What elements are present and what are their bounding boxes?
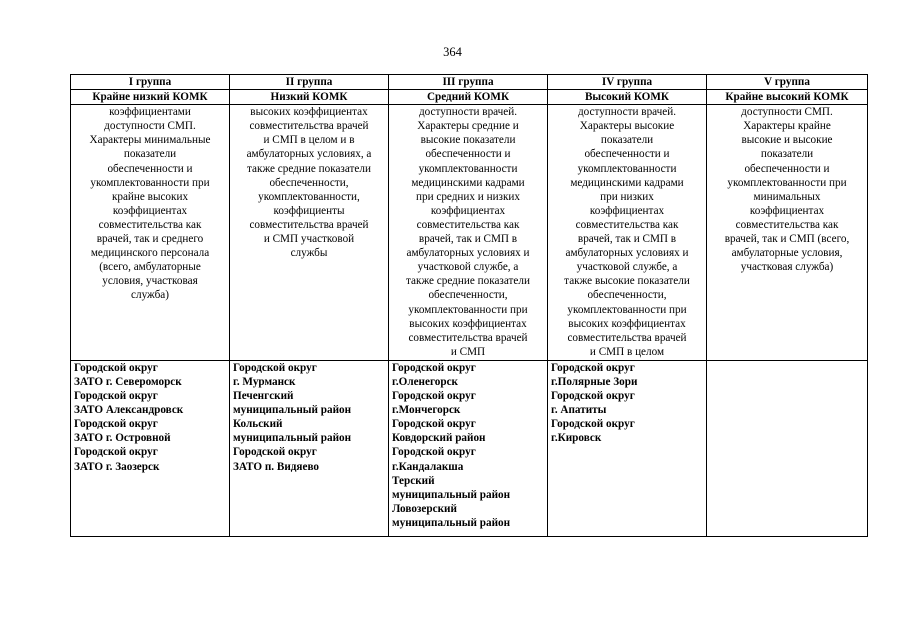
text-line: Городской округ bbox=[392, 390, 476, 403]
text-line: Городской округ bbox=[74, 361, 158, 374]
group-3-header: III группа bbox=[389, 75, 548, 90]
text-line: участковая служба) bbox=[740, 261, 834, 274]
text-line: укомплектованности при bbox=[727, 176, 847, 189]
text-line: медицинскими кадрами bbox=[411, 176, 525, 189]
text-line: укомплектованности bbox=[577, 162, 677, 175]
text-line: ЗАТО г. Заозерск bbox=[74, 460, 160, 473]
text-line: показатели bbox=[123, 148, 177, 161]
text-line: совместительства врачей bbox=[249, 218, 369, 231]
text-line: Кольский bbox=[233, 418, 283, 431]
text-line: (всего, амбулаторные bbox=[99, 261, 201, 274]
group-2-header: II группа bbox=[230, 75, 389, 90]
text-line: Городской округ bbox=[392, 418, 476, 431]
text-line: при низких bbox=[600, 190, 654, 203]
text-line: минимальных bbox=[753, 190, 821, 203]
text-line: Печенгский bbox=[233, 390, 294, 403]
text-line: коэффициентах bbox=[589, 204, 665, 217]
text-line: г. Мурманск bbox=[233, 375, 296, 388]
text-line: амбулаторных условиях и bbox=[406, 247, 530, 260]
text-line: Городской округ bbox=[74, 390, 158, 403]
group-header-row bbox=[71, 75, 868, 90]
text-line: доступности СМП. bbox=[741, 106, 833, 119]
text-line: ЗАТО п. Видяево bbox=[233, 460, 319, 473]
text-line: показатели bbox=[600, 134, 654, 147]
text-line: Характеры высокие bbox=[579, 120, 675, 133]
text-line: обеспеченности и bbox=[584, 148, 670, 161]
text-line: амбулаторных условиях и bbox=[565, 247, 689, 260]
text-line: коэффициентами bbox=[109, 106, 191, 119]
group-1-description bbox=[71, 105, 230, 361]
text-line: при средних и низких bbox=[416, 190, 520, 203]
text-line: обеспеченности и bbox=[107, 162, 193, 175]
text-line: крайне высоких bbox=[111, 190, 189, 203]
text-line: Городской округ bbox=[74, 446, 158, 459]
text-line: служба) bbox=[131, 289, 169, 302]
text-line: доступности СМП. bbox=[104, 120, 196, 133]
text-line: Городской округ bbox=[551, 361, 635, 374]
text-line: высоких коэффициентах bbox=[250, 106, 368, 119]
text-line: совместительства как bbox=[98, 218, 202, 231]
text-line: Ловозерский bbox=[392, 502, 457, 515]
text-line: г.Мончегорск bbox=[392, 404, 461, 417]
text-line: высоких коэффициентах bbox=[409, 317, 527, 330]
text-line: муниципальный район bbox=[233, 432, 352, 445]
text-line: г.Кандалакша bbox=[392, 460, 464, 473]
text-line: укомплектованности при bbox=[567, 303, 687, 316]
level-header-row bbox=[71, 90, 868, 105]
text-line: г.Кировск bbox=[551, 432, 602, 445]
text-line: показатели bbox=[760, 148, 814, 161]
text-line: обеспеченности, bbox=[428, 289, 508, 302]
text-line: Городской округ bbox=[551, 390, 635, 403]
group-4-territories bbox=[548, 360, 707, 536]
text-line: укомплектованности, bbox=[258, 190, 360, 203]
text-line: г.Оленегорск bbox=[392, 375, 458, 388]
text-line: Городской округ bbox=[74, 418, 158, 431]
text-line: Терский bbox=[392, 474, 435, 487]
group-3-level: Средний КОМК bbox=[389, 90, 548, 105]
text-line: Ковдорский район bbox=[392, 432, 486, 445]
text-line: обеспеченности, bbox=[587, 289, 667, 302]
text-line: обеспеченности, bbox=[269, 176, 349, 189]
group-4-description bbox=[548, 105, 707, 361]
text-line: Характеры средние и bbox=[417, 120, 519, 133]
text-line: доступности врачей. bbox=[418, 106, 518, 119]
text-line: ЗАТО Александровск bbox=[74, 404, 184, 417]
text-line: врачей, так и СМП в bbox=[577, 233, 677, 246]
text-line: условия, участковая bbox=[102, 275, 198, 288]
text-line: г.Полярные Зори bbox=[551, 375, 638, 388]
group-5-territories bbox=[707, 360, 868, 536]
text-line: высоких коэффициентах bbox=[568, 317, 686, 330]
text-line: обеспеченности и bbox=[744, 162, 830, 175]
text-line: г. Апатиты bbox=[551, 404, 607, 417]
text-line: совместительства врачей bbox=[408, 331, 528, 344]
text-line: укомплектованности при bbox=[408, 303, 528, 316]
groups-table bbox=[70, 74, 868, 537]
text-line: коэффициенты bbox=[273, 204, 345, 217]
text-line: укомплектованности bbox=[418, 162, 518, 175]
group-2-level: Низкий КОМК bbox=[230, 90, 389, 105]
text-line: и СМП участковой bbox=[263, 233, 355, 246]
text-line: муниципальный район bbox=[233, 404, 352, 417]
group-4-header: IV группа bbox=[548, 75, 707, 90]
text-line: укомплектованности при bbox=[90, 176, 210, 189]
text-line: Городской округ bbox=[233, 446, 317, 459]
text-line: совместительства врачей bbox=[567, 331, 687, 344]
text-line: Городской округ bbox=[392, 361, 476, 374]
text-line: Городской округ bbox=[233, 361, 317, 374]
group-5-description bbox=[707, 105, 868, 361]
text-line: высокие и высокие bbox=[741, 134, 833, 147]
text-line: службы bbox=[290, 247, 328, 260]
text-line: совместительства как bbox=[575, 218, 679, 231]
group-3-territories bbox=[389, 360, 548, 536]
text-line: совместительства как bbox=[735, 218, 839, 231]
text-line: участковой службе, а bbox=[417, 261, 519, 274]
text-line: амбулаторные условия, bbox=[731, 247, 843, 260]
text-line: высокие показатели bbox=[420, 134, 516, 147]
group-4-level: Высокий КОМК bbox=[548, 90, 707, 105]
text-line: и СМП bbox=[450, 345, 486, 358]
text-line: Городской округ bbox=[392, 446, 476, 459]
page-number: 364 bbox=[443, 45, 462, 59]
group-5-level: Крайне высокий КОМК bbox=[707, 90, 868, 105]
group-1-header: I группа bbox=[71, 75, 230, 90]
text-line: врачей, так и СМП (всего, bbox=[724, 233, 850, 246]
text-line: также средние показатели bbox=[247, 162, 371, 175]
text-line: медицинского персонала bbox=[90, 247, 210, 260]
text-line: участковой службе, а bbox=[576, 261, 678, 274]
text-line: коэффициентах bbox=[112, 204, 188, 217]
description-row bbox=[71, 105, 868, 361]
text-line: совместительства как bbox=[416, 218, 520, 231]
text-line: также средние показатели bbox=[406, 275, 530, 288]
text-line: совместительства врачей bbox=[249, 120, 369, 133]
text-line: муниципальный район bbox=[392, 516, 511, 529]
text-line: ЗАТО г. Островной bbox=[74, 432, 171, 445]
group-1-territories bbox=[71, 360, 230, 536]
text-line: и СМП в целом bbox=[589, 345, 665, 358]
text-line: обеспеченности и bbox=[425, 148, 511, 161]
group-3-description bbox=[389, 105, 548, 361]
text-line: медицинскими кадрами bbox=[570, 176, 684, 189]
text-line: ЗАТО г. Североморск bbox=[74, 375, 182, 388]
group-2-territories bbox=[230, 360, 389, 536]
text-line: также высокие показатели bbox=[564, 275, 690, 288]
text-line: врачей, так и СМП в bbox=[418, 233, 518, 246]
text-line: коэффициентах bbox=[749, 204, 825, 217]
text-line: Характеры минимальные bbox=[89, 134, 211, 147]
text-line: врачей, так и среднего bbox=[96, 233, 204, 246]
text-line: Характеры крайне bbox=[743, 120, 831, 133]
text-line: и СМП в целом и в bbox=[263, 134, 355, 147]
text-line: амбулаторных условиях, а bbox=[246, 148, 372, 161]
group-1-level: Крайне низкий КОМК bbox=[71, 90, 230, 105]
text-line: Городской округ bbox=[551, 418, 635, 431]
text-line: доступности врачей. bbox=[577, 106, 677, 119]
group-5-header: V группа bbox=[707, 75, 868, 90]
text-line: муниципальный район bbox=[392, 488, 511, 501]
text-line: коэффициентах bbox=[430, 204, 506, 217]
territories-row bbox=[71, 360, 868, 536]
group-2-description bbox=[230, 105, 389, 361]
